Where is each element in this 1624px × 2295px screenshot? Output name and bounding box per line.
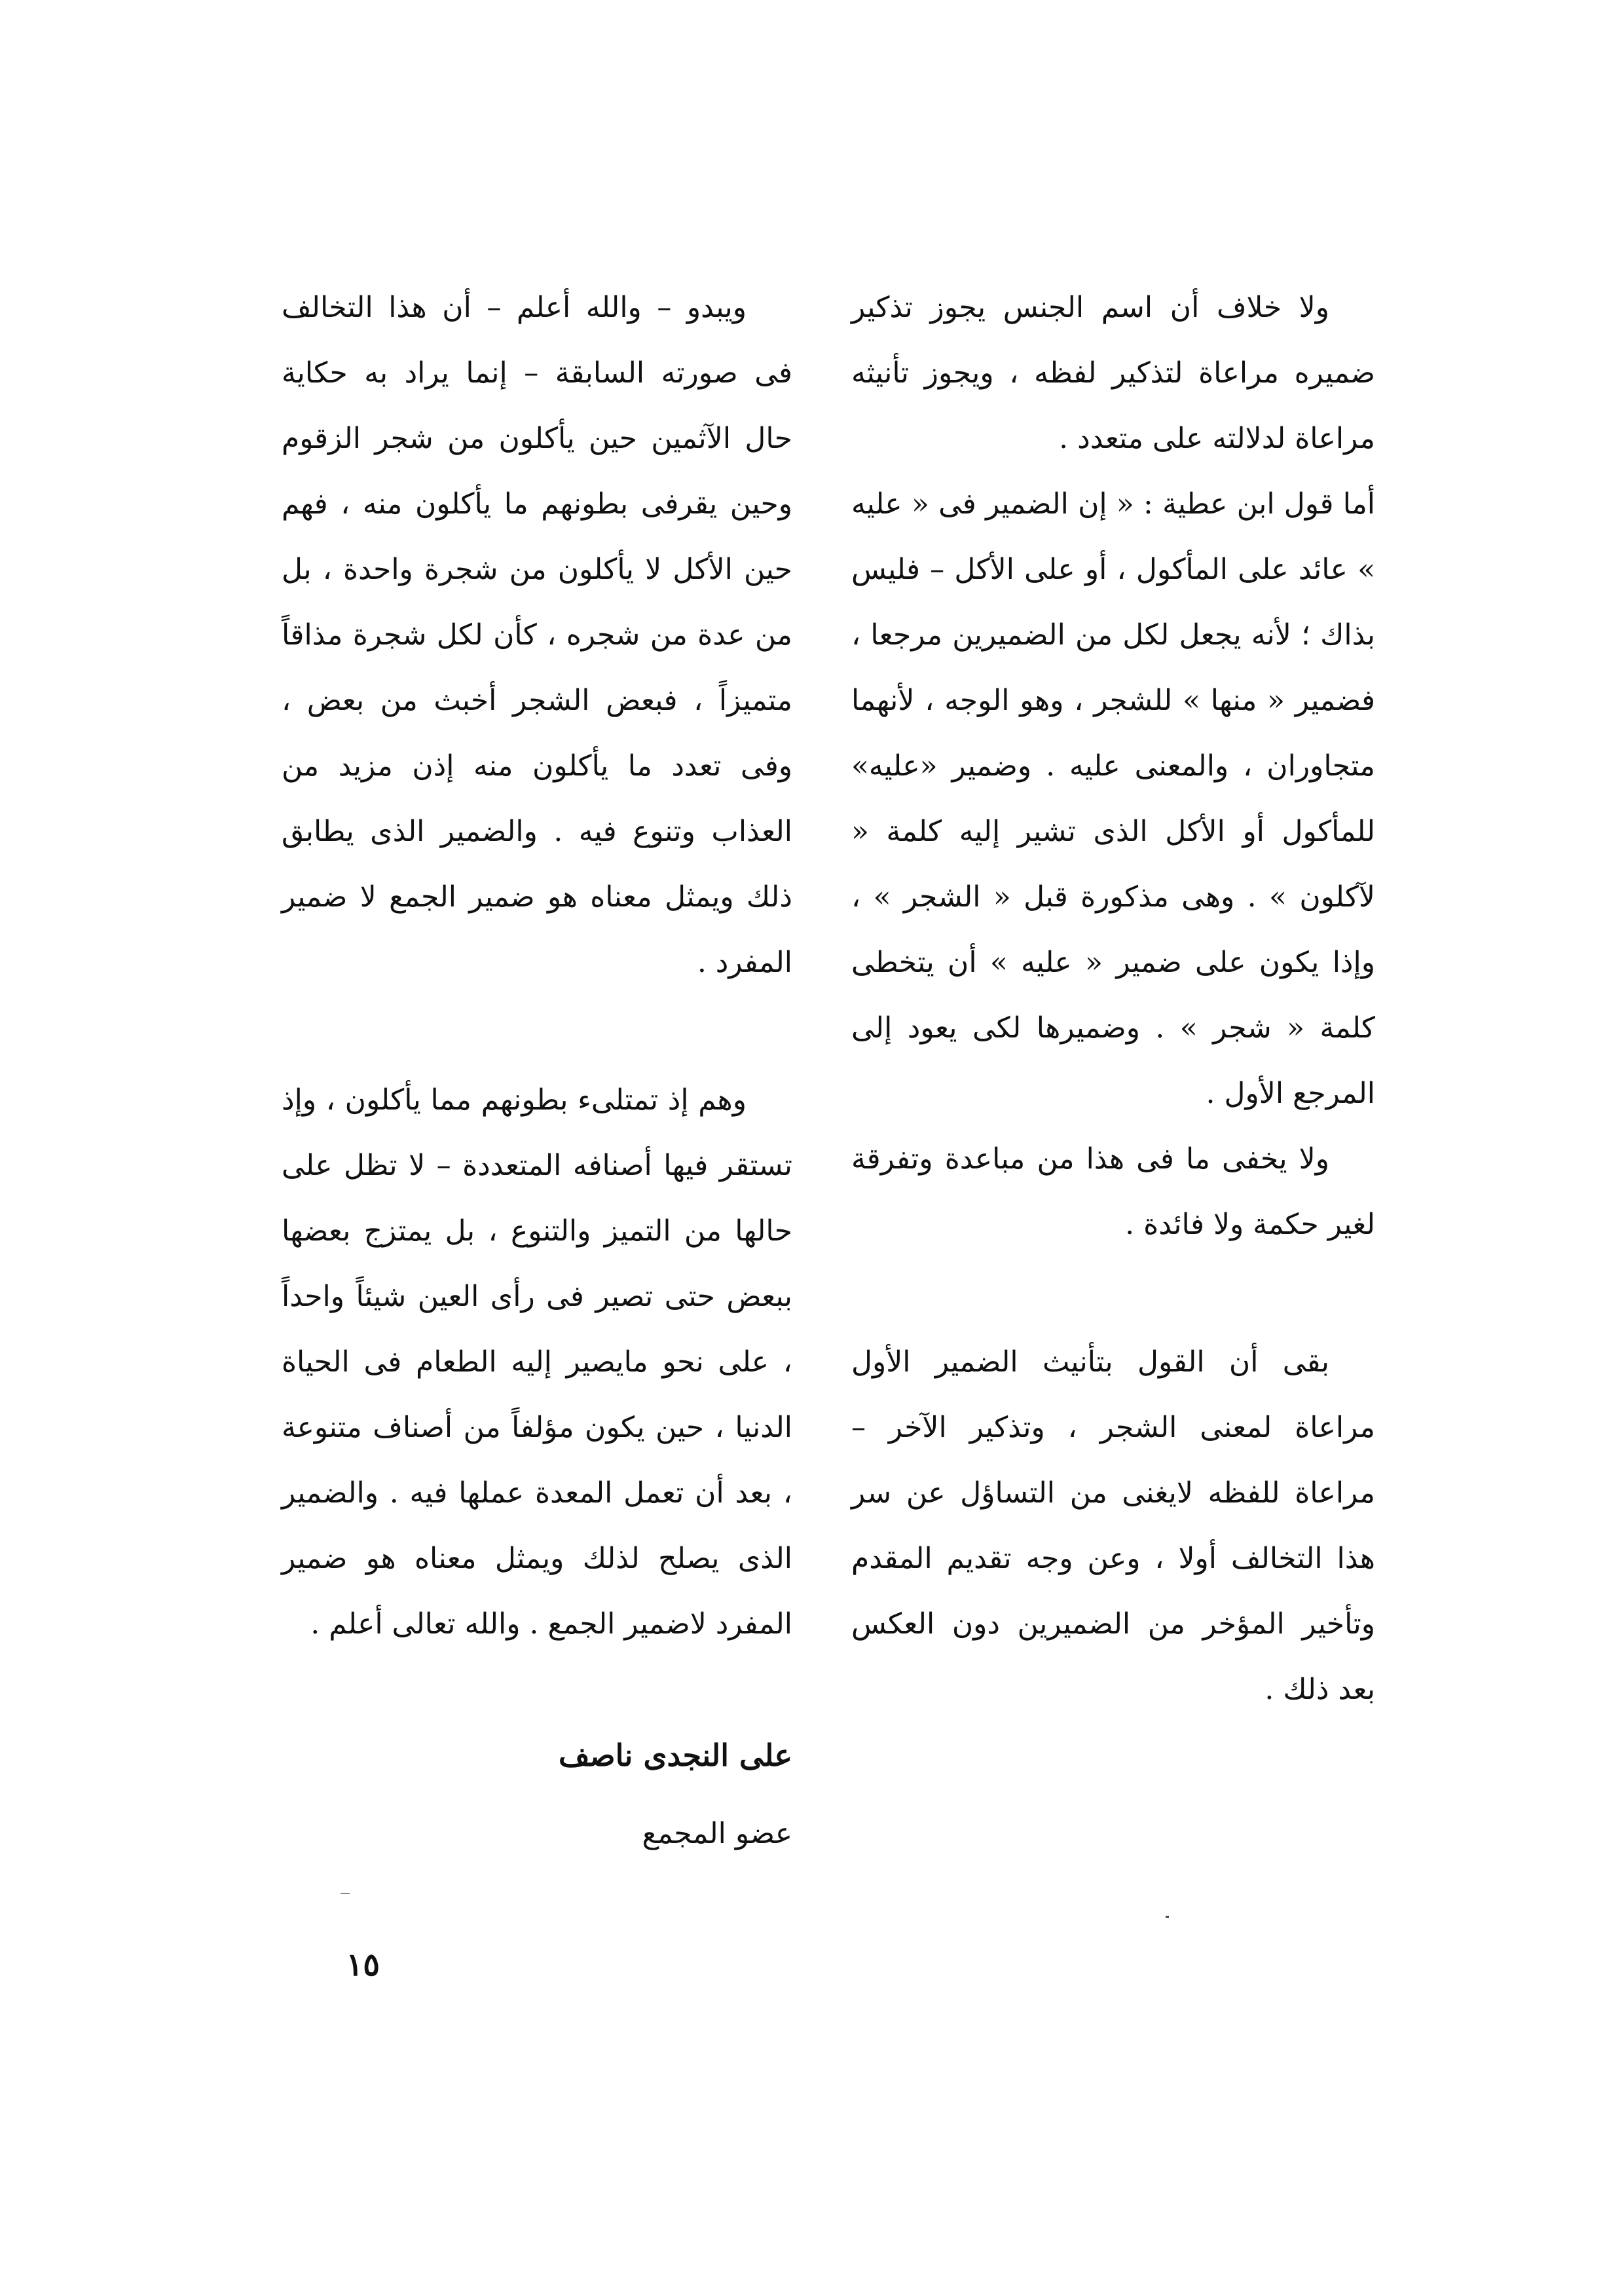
scan-speck xyxy=(1166,1916,1169,1918)
author-signature: على النجدى ناصف xyxy=(558,1738,792,1773)
scan-speck xyxy=(341,1893,350,1894)
page-number: ١٥ xyxy=(346,1947,380,1983)
right-paragraph-2: أما قول ابن عطية : « إن الضمير فى « عليه » عائد على المأكول ، أو على الأكل – فليس بذاك ؛ لأنه يجعل لكل من الضميرين مرجعا ، فضمير « منها » للشجر ، وهو الوجه ، لأنهما متجاوران ، والمعنى عليه . وضمير «عليه» للمأكول أو الأكل الذى تشير إليه كلمة « لآكلون » . وهى مذكورة قبل « الشجر » ، وإذا يكون على ضمير « عليه » أن يتخطى كلمة « شجر » . وضميرها لكى يعود إلى المرجع الأول . xyxy=(851,487,1375,1110)
left-paragraph-1: ويبدو – والله أعلم – أن هذا التخالف فى صورته السابقة – إنما يراد به حكاية حال الآثمين حين يأكلون من شجر الزقوم وحين يقرفى بطونهم ما يأكلون منه ، فهم حين الأكل لا يأكلون من شجرة واحدة ، بل من عدة من شجره ، كأن لكل شجرة مذاقاً متميزاً ، فبعض الشجر أخبث من بعض ، وفى تعدد ما يأكلون منه إذن مزيد من العذاب وتنوع فيه . والضمير الذى يطابق ذلك ويمثل معناه هو ضمير الجمع لا ضمير المفرد . xyxy=(282,291,792,979)
right-paragraph-4: بقى أن القول بتأنيث الضمير الأول مراعاة لمعنى الشجر ، وتذكير الآخر – مراعاة للفظه لايغنى من التساؤل عن سر هذا التخالف أولا ، وعن وجه تقديم المقدم وتأخير المؤخر من الضميرين دون العكس بعد ذلك . xyxy=(851,1345,1375,1706)
author-title: عضو المجمع xyxy=(642,1817,792,1850)
right-paragraph-3: ولا يخفى ما فى هذا من مباعدة وتفرقة لغير حكمة ولا فائدة . xyxy=(851,1142,1375,1241)
right-paragraph-1: ولا خلاف أن اسم الجنس يجوز تذكير ضميره مراعاة لتذكير لفظه ، ويجوز تأنيثه مراعاة لدلالته على متعدد . xyxy=(851,291,1375,455)
left-paragraph-2: وهم إذ تمتلىء بطونهم مما يأكلون ، وإذ تستقر فيها أصنافه المتعددة – لا تظل على حالها من التميز والتنوع ، بل يمتزج بعضها ببعض حتى تصير فى رأى العين شيئاً واحداً ، على نحو مايصير إليه الطعام فى الحياة الدنيا ، حين يكون مؤلفاً من أصناف متنوعة ، بعد أن تعمل المعدة عملها فيه . والضمير الذى يصلح لذلك ويمثل معناه هو ضمير المفرد لاضمير الجمع . والله تعالى أعلم . xyxy=(282,1083,793,1641)
